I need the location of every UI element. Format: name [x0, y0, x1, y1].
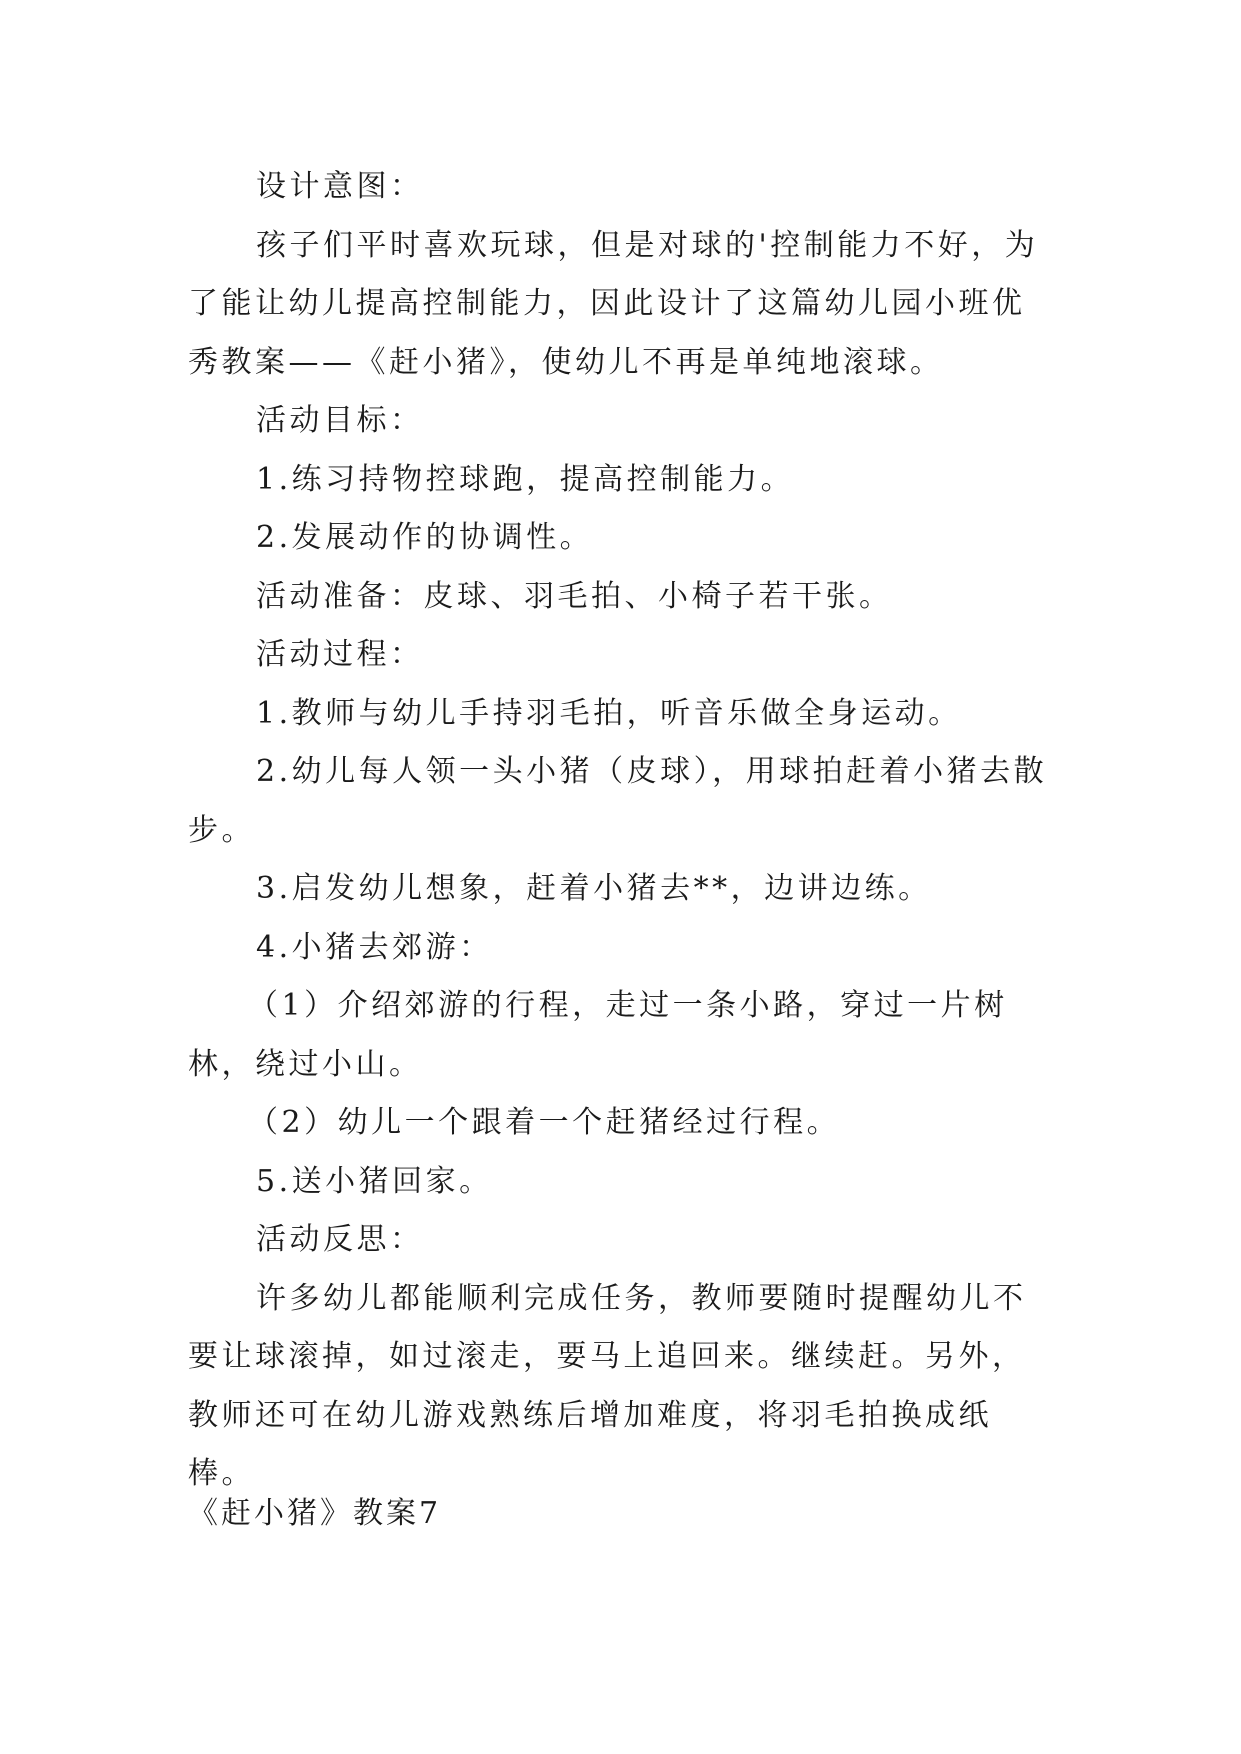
paragraph-reflection: 许多幼儿都能顺利完成任务，教师要随时提醒幼儿不要让球滚掉，如过滚走，要马上追回来。继续赶。另外，教师还可在幼儿游戏熟练后增加难度，将羽毛拍换成纸棒。 [188, 1280, 1027, 1491]
process-step-5: 5.送小猪回家。 [256, 1163, 493, 1199]
heading-activity-process: 活动过程： [256, 637, 424, 672]
paragraph-design-intent: 孩子们平时喜欢玩球，但是对球的'控制能力不好，为了能让幼儿提高控制能力，因此设计了这篇幼儿园小班优秀教案——《赶小猪》，使幼儿不再是单纯地滚球。 [188, 227, 1039, 380]
document-body [188, 158, 1048, 1504]
process-step-4: 4.小猪去郊游： [256, 929, 493, 965]
heading-activity-goals: 活动目标： [256, 403, 424, 438]
process-step-2: 2.幼儿每人领一头小猪（皮球），用球拍赶着小猪去散步。 [188, 754, 1048, 848]
heading-design-intent: 设计意图： [256, 169, 424, 204]
activity-preparation: 活动准备：皮球、羽毛拍、小椅子若干张。 [256, 578, 893, 614]
process-step-3: 3.启发幼儿想象，赶着小猪去**，边讲边练。 [256, 871, 932, 906]
heading-activity-reflection: 活动反思： [256, 1222, 424, 1257]
process-step-1: 1.教师与幼儿手持羽毛拍，听音乐做全身运动。 [256, 695, 962, 731]
process-substep-2: （2）幼儿一个跟着一个赶猪经过行程。 [248, 1105, 841, 1140]
goal-item-1: 1.练习持物控球跑，提高控制能力。 [256, 461, 795, 497]
process-substep-1: （1）介绍郊游的行程，走过一条小路，穿过一片树林，绕过小山。 [188, 988, 1008, 1082]
goal-item-2: 2.发展动作的协调性。 [256, 520, 594, 555]
next-lesson-title: 《赶小猪》教案7 [188, 1496, 442, 1531]
